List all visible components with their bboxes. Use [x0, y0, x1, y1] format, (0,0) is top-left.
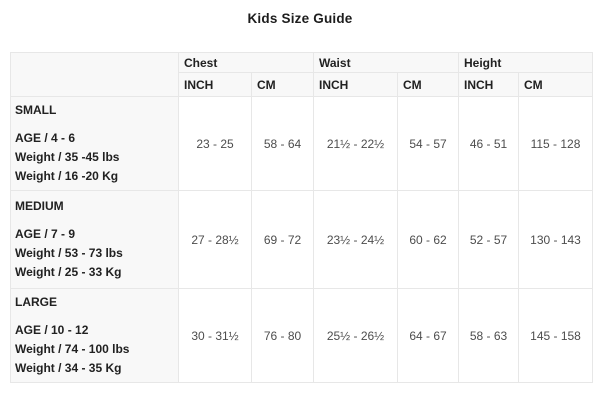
height-inch-value: 52 - 57: [459, 191, 519, 289]
weight-kg-range: Weight / 25 - 33 Kg: [15, 265, 122, 279]
waist-cm-value: 64 - 67: [398, 289, 459, 383]
height-cm-value: 115 - 128: [519, 97, 593, 191]
weight-lbs-range: Weight / 53 - 73 lbs: [15, 246, 123, 260]
page-title: Kids Size Guide: [247, 11, 353, 26]
weight-lbs-range: Weight / 74 - 100 lbs: [15, 342, 130, 356]
weight-kg-range: Weight / 16 -20 Kg: [15, 169, 119, 183]
group-header-row: [11, 53, 593, 73]
column-group-height: Height: [459, 53, 593, 73]
column-group-chest: Chest: [179, 53, 314, 73]
unit-header-chest-inch: INCH: [179, 73, 252, 97]
chest-inch-value: 27 - 28½: [179, 191, 252, 289]
unit-header-height-inch: INCH: [459, 73, 519, 97]
waist-cm-value: 60 - 62: [398, 191, 459, 289]
table-row-large: [11, 289, 593, 383]
size-name: SMALL: [15, 103, 57, 117]
size-label-cell: [11, 191, 179, 289]
waist-inch-value: 25½ - 26½: [314, 289, 398, 383]
unit-header-waist-cm: CM: [398, 73, 459, 97]
age-range: AGE / 4 - 6: [15, 131, 76, 145]
unit-header-waist-inch: INCH: [314, 73, 398, 97]
height-inch-value: 58 - 63: [459, 289, 519, 383]
table-row-medium: [11, 191, 593, 289]
size-name: LARGE: [15, 295, 57, 309]
chest-cm-value: 58 - 64: [252, 97, 314, 191]
unit-header-height-cm: CM: [519, 73, 593, 97]
age-range: AGE / 7 - 9: [15, 227, 76, 241]
chest-inch-value: 30 - 31½: [179, 289, 252, 383]
weight-kg-range: Weight / 34 - 35 Kg: [15, 361, 122, 375]
height-inch-value: 46 - 51: [459, 97, 519, 191]
chest-cm-value: 76 - 80: [252, 289, 314, 383]
weight-lbs-range: Weight / 35 -45 lbs: [15, 150, 120, 164]
height-cm-value: 145 - 158: [519, 289, 593, 383]
table-row-small: [11, 97, 593, 191]
chest-cm-value: 69 - 72: [252, 191, 314, 289]
size-guide-table: [10, 52, 593, 383]
unit-header-chest-cm: CM: [252, 73, 314, 97]
chest-inch-value: 23 - 25: [179, 97, 252, 191]
column-group-waist: Waist: [314, 53, 459, 73]
waist-inch-value: 23½ - 24½: [314, 191, 398, 289]
waist-inch-value: 21½ - 22½: [314, 97, 398, 191]
size-name: MEDIUM: [15, 199, 64, 213]
size-label-cell: [11, 289, 179, 383]
height-cm-value: 130 - 143: [519, 191, 593, 289]
corner-cell: [11, 53, 179, 97]
size-label-cell: [11, 97, 179, 191]
age-range: AGE / 10 - 12: [15, 323, 89, 337]
waist-cm-value: 54 - 57: [398, 97, 459, 191]
